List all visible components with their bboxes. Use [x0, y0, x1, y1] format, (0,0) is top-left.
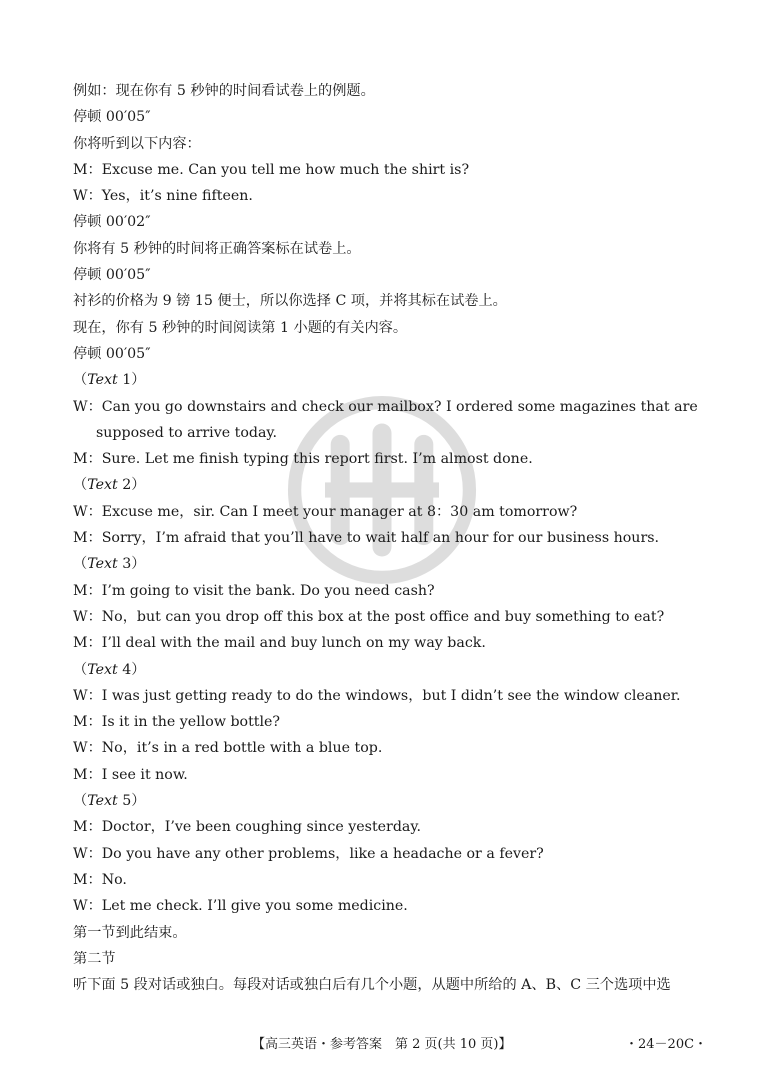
- paragraph-line: 停顿 00′05″: [73, 345, 151, 362]
- paragraph-line: 你将有 5 秒钟的时间将正确答案标在试卷上。: [73, 240, 361, 257]
- text-number: 5: [122, 793, 132, 810]
- page-footer: [0, 1033, 764, 1055]
- paragraph-line: W：Do you have any other problems，like a headache or a fever?: [73, 845, 544, 862]
- text-label: Text: [87, 793, 118, 810]
- paragraph-line: W：No，it’s in a red bottle with a blue top.: [73, 740, 383, 757]
- paragraph-line: W：I was just getting ready to do the windows，but I didn’t see the window cleaner.: [73, 687, 681, 704]
- paragraph-line-wrapped: W：Can you go downstairs and check our mailbox? I ordered some magazines that are supposed to arrive today.: [73, 398, 698, 441]
- paragraph-line: 现在，你有 5 秒钟的时间阅读第 1 小题的有关内容。: [73, 319, 408, 336]
- paragraph-line: 衬衫的价格为 9 镑 15 便士，所以你选择 C 项，并将其标在试卷上。: [73, 293, 507, 310]
- paragraph-line: 例如：现在你有 5 秒钟的时间看试卷上的例题。: [73, 83, 375, 99]
- text-section-heading: （Text 2）: [73, 477, 146, 494]
- paragraph-line: M：I’m going to visit the bank. Do you need cash?: [73, 582, 435, 599]
- text-number: 4: [122, 661, 132, 678]
- text-label: Text: [87, 661, 118, 678]
- text-section-heading: （Text 4）: [73, 661, 146, 678]
- text-label: Text: [87, 556, 118, 573]
- text-number: 2: [122, 477, 132, 494]
- paragraph-line: 你将听到以下内容：: [73, 135, 201, 152]
- paragraph-line: 停顿 00′02″: [73, 214, 151, 231]
- paragraph-line: M：Excuse me. Can you tell me how much the shirt is?: [73, 161, 470, 178]
- text-section-heading: （Text 1）: [73, 372, 146, 389]
- text-number: 3: [122, 556, 132, 573]
- paragraph-line: M：Sure. Let me finish typing this report first. I’m almost done.: [73, 451, 533, 468]
- footer-code: ・24－20C・: [625, 1037, 708, 1052]
- text-section-heading: （Text 5）: [73, 793, 146, 810]
- paragraph-line: M：I’ll deal with the mail and buy lunch on my way back.: [73, 635, 486, 652]
- paragraph-line: W：Yes，it’s nine fifteen.: [73, 188, 253, 205]
- text-label: Text: [87, 477, 118, 494]
- paragraph-line: 停顿 00′05″: [73, 109, 151, 126]
- footer-page-info: 【高三英语・参考答案 第 2 页(共 10 页)】: [252, 1037, 512, 1052]
- paragraph-line: 停顿 00′05″: [73, 267, 151, 284]
- paragraph-line: M：No.: [73, 871, 127, 888]
- text-section-heading: （Text 3）: [73, 556, 146, 573]
- paragraph-line: M：Doctor，I’ve been coughing since yesterday.: [73, 819, 422, 836]
- document-body: [73, 78, 698, 998]
- paragraph-line: M：I see it now.: [73, 766, 188, 783]
- paragraph-line: 听下面 5 段对话或独白。每段对话或独白后有几个小题，从题中所给的 A、B、C 三个选项中选: [73, 977, 671, 994]
- text-number: 1: [122, 372, 132, 389]
- text-label: Text: [87, 372, 118, 389]
- paragraph-line: W：Let me check. I’ll give you some medicine.: [73, 898, 408, 915]
- paragraph-line: 第二节: [73, 950, 116, 967]
- paragraph-line: M：Is it in the yellow bottle?: [73, 714, 281, 731]
- paragraph-line: W：No，but can you drop off this box at the post office and buy something to eat?: [73, 608, 665, 625]
- paragraph-line: 第一节到此结束。: [73, 924, 187, 941]
- paragraph-line: M：Sorry，I’m afraid that you’ll have to wait half an hour for our business hours.: [73, 530, 660, 547]
- paragraph-line: W：Excuse me，sir. Can I meet your manager at 8：30 am tomorrow?: [73, 503, 578, 520]
